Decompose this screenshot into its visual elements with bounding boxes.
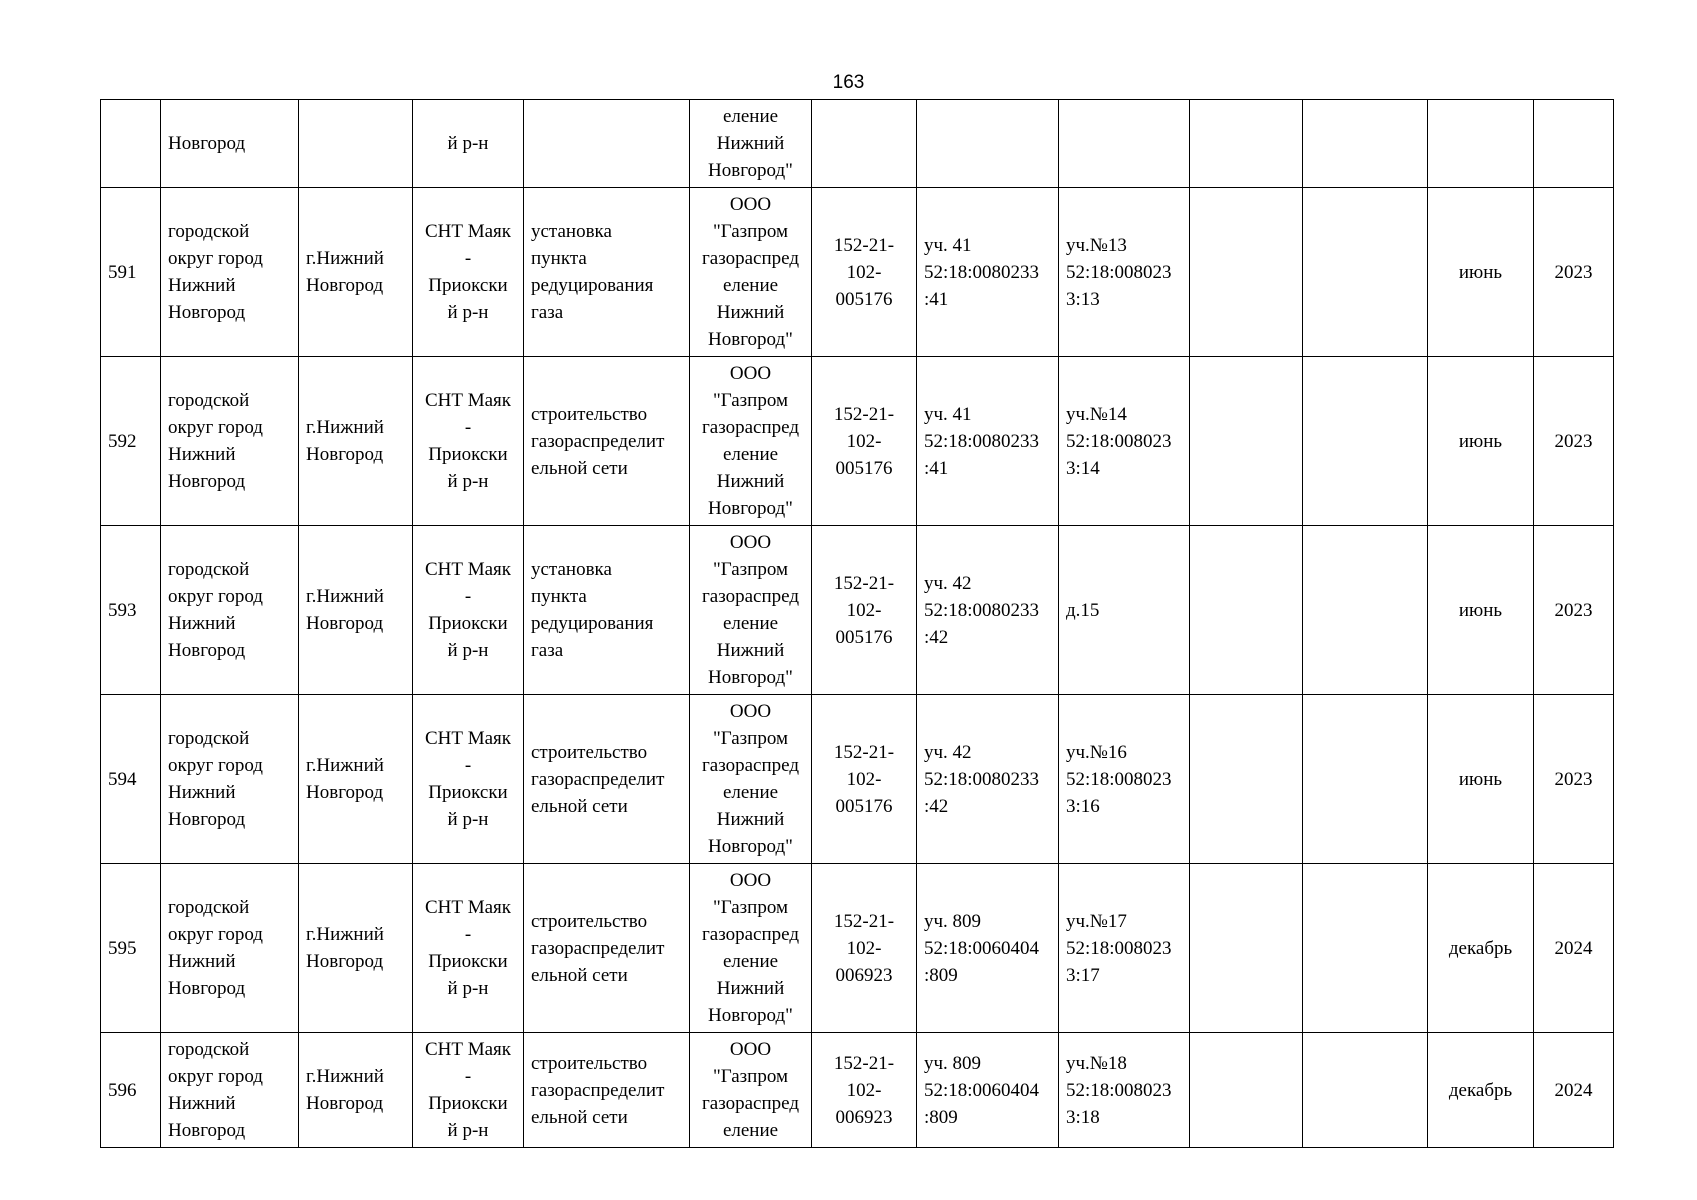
cell-line: газораспред <box>701 417 799 438</box>
cell-line: газораспред <box>701 586 799 607</box>
cell-line: Новгород" <box>708 1005 793 1026</box>
cell-organization <box>690 188 812 357</box>
cell-line: округ город <box>168 417 263 438</box>
cell-line: уч.№18 <box>1066 1052 1127 1074</box>
cell-work-type <box>524 526 690 695</box>
cell-line: городской <box>168 221 250 242</box>
table-row <box>101 695 1614 864</box>
cell-month: декабрь <box>1428 864 1534 1033</box>
cell-line: газораспределит <box>531 937 665 959</box>
cell-municipality <box>161 188 299 357</box>
cell-line: уч. 42 <box>924 741 972 763</box>
cell-source-plot <box>917 526 1059 695</box>
cell-line: Новгород <box>306 1093 384 1114</box>
cell-line: Новгород <box>168 1120 246 1141</box>
cell-line: Приокски <box>428 275 508 296</box>
cell-line: газораспред <box>701 924 799 945</box>
cell-line: ООО <box>729 194 772 215</box>
cell-line: редуцирования <box>531 275 654 296</box>
cell-line: еление <box>722 444 779 465</box>
cell-target-plot <box>1059 695 1190 864</box>
cell-line: ельной сети <box>531 964 628 986</box>
cell-line: Приокски <box>428 1093 508 1114</box>
cell-line: "Газпром <box>712 728 789 749</box>
cell-line: газораспределит <box>531 430 665 452</box>
cell-line: Нижний <box>168 782 236 803</box>
cell-line: СНТ Маяк <box>424 559 512 580</box>
cell-line: строительство <box>531 741 648 763</box>
cell-contract-number <box>812 100 917 188</box>
cell-contract-number <box>812 695 917 864</box>
cell-empty <box>1190 864 1303 1033</box>
cell-year: 2023 <box>1534 526 1614 695</box>
cell-settlement <box>299 695 413 864</box>
cell-organization <box>690 864 812 1033</box>
cell-work-type <box>524 357 690 526</box>
cell-line: 102- <box>846 937 882 959</box>
cell-line: 52:18:008023 <box>1066 768 1172 790</box>
cell-line: еление <box>722 951 779 972</box>
cell-organization <box>690 357 812 526</box>
cell-line: ельной сети <box>531 795 628 817</box>
cell-source-plot <box>917 357 1059 526</box>
cell-line: 102- <box>846 1079 882 1101</box>
cell-line: Новгород <box>168 978 246 999</box>
cell-line: еление <box>722 275 779 296</box>
cell-line: 152-21- <box>833 572 895 594</box>
cell-contract-number <box>812 188 917 357</box>
cell-work-type <box>524 100 690 188</box>
cell-line: установка <box>531 559 612 580</box>
cell-empty <box>1190 357 1303 526</box>
cell-line: 152-21- <box>833 234 895 256</box>
cell-line: 006923 <box>835 964 893 986</box>
cell-source-plot <box>917 100 1059 188</box>
cell-line: д.15 <box>1066 599 1100 621</box>
cell-line: уч. 809 <box>924 910 982 932</box>
cell-line: 3:14 <box>1066 457 1100 479</box>
cell-target-plot <box>1059 188 1190 357</box>
cell-line: й р-н <box>447 133 489 154</box>
cell-year: 2024 <box>1534 864 1614 1033</box>
cell-line: - <box>464 248 472 269</box>
cell-line: Новгород <box>306 275 384 296</box>
cell-empty <box>1303 864 1428 1033</box>
cell-line: 52:18:0060404 <box>924 937 1040 959</box>
cell-municipality <box>161 526 299 695</box>
cell-line: уч. 41 <box>924 234 972 256</box>
cell-empty <box>1190 1033 1303 1148</box>
cell-line: 102- <box>846 599 882 621</box>
cell-line: 102- <box>846 261 882 283</box>
cell-line: 005176 <box>835 457 893 479</box>
cell-line: й р-н <box>447 1120 489 1141</box>
cell-line: Нижний <box>168 951 236 972</box>
cell-target-plot <box>1059 100 1190 188</box>
cell-line: Новгород" <box>708 836 793 857</box>
cell-month: июнь <box>1428 357 1534 526</box>
cell-line: СНТ Маяк <box>424 390 512 411</box>
cell-empty <box>1190 100 1303 188</box>
cell-organization <box>690 695 812 864</box>
cell-row-number: 592 <box>101 357 161 526</box>
cell-line: газа <box>531 640 564 661</box>
cell-settlement <box>299 864 413 1033</box>
cell-line: "Газпром <box>712 559 789 580</box>
cell-line: 006923 <box>835 1106 893 1128</box>
cell-line: округ город <box>168 755 263 776</box>
cell-row-number: 594 <box>101 695 161 864</box>
cell-empty <box>1303 526 1428 695</box>
cell-line: :42 <box>924 795 949 817</box>
cell-line: 152-21- <box>833 741 895 763</box>
cell-empty <box>1190 695 1303 864</box>
cell-line: уч.№14 <box>1066 403 1127 425</box>
cell-month: июнь <box>1428 188 1534 357</box>
cell-line: Приокски <box>428 951 508 972</box>
cell-empty <box>1303 357 1428 526</box>
cell-line: СНТ Маяк <box>424 221 512 242</box>
cell-line: ООО <box>729 1039 772 1060</box>
cell-line: городской <box>168 1039 250 1060</box>
cell-line: й р-н <box>447 640 489 661</box>
cell-settlement <box>299 100 413 188</box>
cell-line: СНТ Маяк <box>424 897 512 918</box>
cell-line: г.Нижний <box>306 586 384 607</box>
cell-settlement <box>299 526 413 695</box>
cell-line: городской <box>168 559 250 580</box>
cell-line: 152-21- <box>833 910 895 932</box>
cell-line: Новгород <box>306 782 384 803</box>
cell-contract-number <box>812 1033 917 1148</box>
cell-line: г.Нижний <box>306 1066 384 1087</box>
cell-organization <box>690 100 812 188</box>
cell-line: г.Нижний <box>306 248 384 269</box>
cell-line: Новгород <box>306 951 384 972</box>
cell-organization <box>690 1033 812 1148</box>
cell-month: декабрь <box>1428 1033 1534 1148</box>
cell-line: й р-н <box>447 302 489 323</box>
cell-line: 102- <box>846 430 882 452</box>
cell-line: ООО <box>729 363 772 384</box>
cell-line: пункта <box>531 586 587 607</box>
cell-line: уч. 809 <box>924 1052 982 1074</box>
cell-empty <box>1303 100 1428 188</box>
table-body <box>101 100 1614 1148</box>
cell-contract-number <box>812 357 917 526</box>
cell-row-number: 595 <box>101 864 161 1033</box>
cell-line: уч. 42 <box>924 572 972 594</box>
cell-settlement <box>299 188 413 357</box>
cell-line: Нижний <box>168 613 236 634</box>
cell-line: г.Нижний <box>306 924 384 945</box>
cell-year: 2023 <box>1534 357 1614 526</box>
cell-target-plot <box>1059 1033 1190 1148</box>
cell-line: й р-н <box>447 809 489 830</box>
cell-line: 3:16 <box>1066 795 1100 817</box>
cell-line: Нижний <box>716 809 785 830</box>
cell-line: еление <box>722 613 779 634</box>
cell-target-plot <box>1059 526 1190 695</box>
cell-line: Новгород <box>168 133 246 154</box>
cell-line: 52:18:0080233 <box>924 430 1040 452</box>
cell-line: :809 <box>924 1106 958 1128</box>
cell-line: уч.№13 <box>1066 234 1127 256</box>
cell-line: "Газпром <box>712 897 789 918</box>
cell-line: ООО <box>729 870 772 891</box>
cell-line: Приокски <box>428 613 508 634</box>
cell-line: 52:18:0080233 <box>924 261 1040 283</box>
cell-line: г.Нижний <box>306 417 384 438</box>
cell-line: ельной сети <box>531 1106 628 1128</box>
cell-row-number <box>101 100 161 188</box>
cell-line: редуцирования <box>531 613 654 634</box>
cell-line: :41 <box>924 288 949 310</box>
cell-line: уч. 41 <box>924 403 972 425</box>
cell-line: "Газпром <box>712 221 789 242</box>
cell-target-plot <box>1059 357 1190 526</box>
cell-year <box>1534 100 1614 188</box>
cell-line: 52:18:008023 <box>1066 430 1172 452</box>
cell-line: "Газпром <box>712 390 789 411</box>
cell-line: г.Нижний <box>306 755 384 776</box>
cell-source-plot <box>917 695 1059 864</box>
cell-line: ельной сети <box>531 457 628 479</box>
cell-contract-number <box>812 526 917 695</box>
cell-line: городской <box>168 728 250 749</box>
cell-year: 2023 <box>1534 188 1614 357</box>
cell-line: 102- <box>846 768 882 790</box>
cell-line: Новгород <box>168 302 246 323</box>
cell-line: "Газпром <box>712 1066 789 1087</box>
cell-empty <box>1303 188 1428 357</box>
cell-address <box>413 357 524 526</box>
cell-address <box>413 188 524 357</box>
cell-empty <box>1303 1033 1428 1148</box>
cell-address <box>413 100 524 188</box>
cell-line: строительство <box>531 1052 648 1074</box>
registry-table <box>100 99 1614 1148</box>
cell-municipality <box>161 357 299 526</box>
cell-line: округ город <box>168 924 263 945</box>
table-row <box>101 526 1614 695</box>
cell-municipality <box>161 695 299 864</box>
cell-line: 52:18:0080233 <box>924 768 1040 790</box>
cell-line: Приокски <box>428 444 508 465</box>
cell-line: Нижний <box>716 978 785 999</box>
cell-line: еление <box>722 1120 779 1141</box>
cell-row-number: 596 <box>101 1033 161 1148</box>
cell-line: Нижний <box>716 302 785 323</box>
cell-line: городской <box>168 390 250 411</box>
cell-line: Новгород <box>168 471 246 492</box>
cell-line: й р-н <box>447 471 489 492</box>
cell-line: Нижний <box>716 640 785 661</box>
cell-source-plot <box>917 864 1059 1033</box>
cell-line: 3:13 <box>1066 288 1100 310</box>
cell-line: газораспред <box>701 755 799 776</box>
cell-line: Новгород" <box>708 667 793 688</box>
cell-empty <box>1190 526 1303 695</box>
cell-month: июнь <box>1428 526 1534 695</box>
cell-line: газораспред <box>701 248 799 269</box>
cell-line: 3:17 <box>1066 964 1100 986</box>
cell-address <box>413 526 524 695</box>
cell-line: ООО <box>729 532 772 553</box>
cell-line: Нижний <box>716 471 785 492</box>
cell-line: округ город <box>168 586 263 607</box>
cell-line: - <box>464 417 472 438</box>
cell-line: - <box>464 924 472 945</box>
cell-line: :42 <box>924 626 949 648</box>
cell-line: - <box>464 755 472 776</box>
cell-month <box>1428 100 1534 188</box>
cell-line: - <box>464 586 472 607</box>
cell-month: июнь <box>1428 695 1534 864</box>
cell-line: 52:18:008023 <box>1066 937 1172 959</box>
cell-line: Нижний <box>168 1093 236 1114</box>
cell-line: газораспред <box>701 1093 799 1114</box>
cell-work-type <box>524 188 690 357</box>
cell-line: 005176 <box>835 626 893 648</box>
cell-line: строительство <box>531 910 648 932</box>
table-row <box>101 188 1614 357</box>
cell-target-plot <box>1059 864 1190 1033</box>
cell-municipality <box>161 1033 299 1148</box>
cell-line: Приокски <box>428 782 508 803</box>
cell-empty <box>1303 695 1428 864</box>
cell-work-type <box>524 1033 690 1148</box>
cell-source-plot <box>917 1033 1059 1148</box>
cell-line: СНТ Маяк <box>424 728 512 749</box>
cell-line: строительство <box>531 403 648 425</box>
cell-address <box>413 864 524 1033</box>
cell-line: - <box>464 1066 472 1087</box>
cell-line: еление <box>722 106 779 127</box>
cell-line: СНТ Маяк <box>424 1039 512 1060</box>
cell-line: Новгород <box>168 809 246 830</box>
cell-address <box>413 1033 524 1148</box>
cell-line: 52:18:008023 <box>1066 261 1172 283</box>
cell-year: 2024 <box>1534 1033 1614 1148</box>
cell-line: Новгород" <box>708 160 793 181</box>
cell-line: округ город <box>168 248 263 269</box>
cell-line: :41 <box>924 457 949 479</box>
cell-municipality <box>161 100 299 188</box>
cell-empty <box>1190 188 1303 357</box>
cell-line: 52:18:008023 <box>1066 1079 1172 1101</box>
cell-line: Нижний <box>168 275 236 296</box>
cell-work-type <box>524 695 690 864</box>
cell-address <box>413 695 524 864</box>
cell-source-plot <box>917 188 1059 357</box>
cell-line: 005176 <box>835 288 893 310</box>
cell-line: 152-21- <box>833 403 895 425</box>
cell-line: Новгород <box>168 640 246 661</box>
cell-organization <box>690 526 812 695</box>
cell-line: :809 <box>924 964 958 986</box>
table-row-continuation <box>101 100 1614 188</box>
cell-line: Новгород <box>306 613 384 634</box>
cell-line: Новгород" <box>708 329 793 350</box>
cell-year: 2023 <box>1534 695 1614 864</box>
cell-settlement <box>299 357 413 526</box>
cell-line: Новгород" <box>708 498 793 519</box>
cell-line: Нижний <box>168 444 236 465</box>
cell-line: газа <box>531 302 564 323</box>
cell-municipality <box>161 864 299 1033</box>
cell-settlement <box>299 1033 413 1148</box>
cell-line: газораспределит <box>531 1079 665 1101</box>
cell-work-type <box>524 864 690 1033</box>
cell-line: 3:18 <box>1066 1106 1100 1128</box>
cell-line: газораспределит <box>531 768 665 790</box>
cell-row-number: 591 <box>101 188 161 357</box>
cell-contract-number <box>812 864 917 1033</box>
cell-line: Новгород <box>306 444 384 465</box>
cell-line: ООО <box>729 701 772 722</box>
cell-line: уч.№16 <box>1066 741 1127 763</box>
table-row <box>101 1033 1614 1148</box>
cell-line: городской <box>168 897 250 918</box>
table-row <box>101 864 1614 1033</box>
cell-line: Нижний <box>716 133 785 154</box>
table-row <box>101 357 1614 526</box>
cell-line: еление <box>722 782 779 803</box>
cell-line: округ город <box>168 1066 263 1087</box>
cell-line: пункта <box>531 248 587 269</box>
cell-line: уч.№17 <box>1066 910 1127 932</box>
cell-line: установка <box>531 221 612 242</box>
cell-line: 152-21- <box>833 1052 895 1074</box>
cell-line: 005176 <box>835 795 893 817</box>
cell-line: 52:18:0060404 <box>924 1079 1040 1101</box>
cell-row-number: 593 <box>101 526 161 695</box>
page-number: 163 <box>832 72 865 93</box>
cell-line: й р-н <box>447 978 489 999</box>
cell-line: 52:18:0080233 <box>924 599 1040 621</box>
